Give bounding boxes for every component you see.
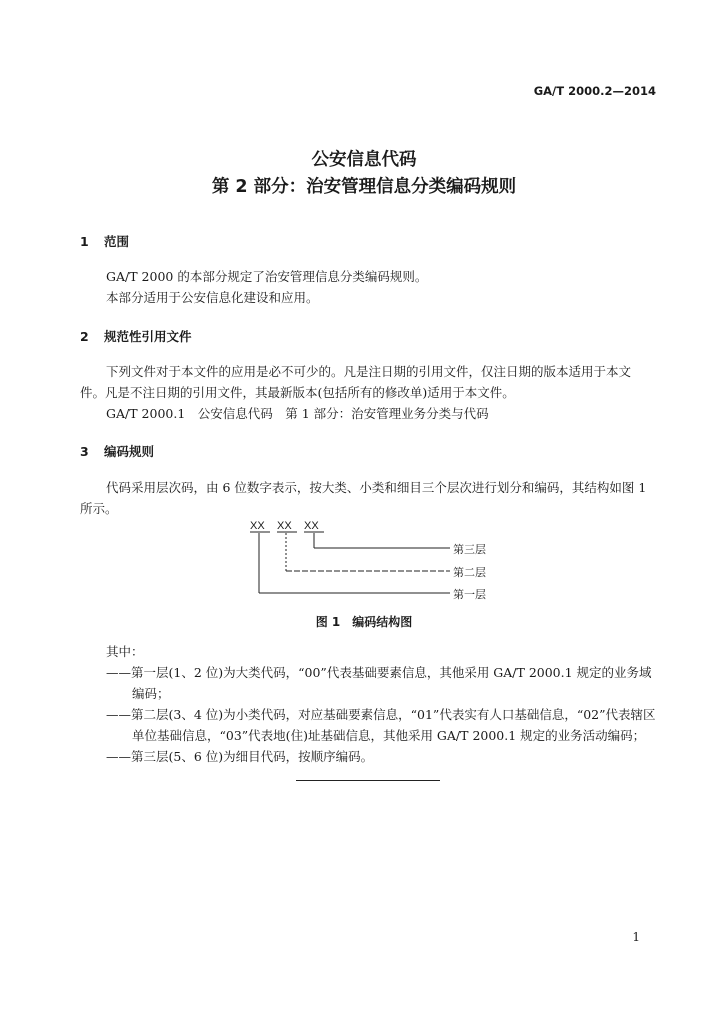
note-item-line: ——第一层(1、2 位)为大类代码，“00”代表基础要素信息，其他采用 GA/T 2000.1 规定的业务域 — [106, 665, 652, 680]
paragraph: 本部分适用于公安信息化建设和应用。 — [106, 290, 319, 305]
paragraph-line: 代码采用层次码，由 6 位数字表示，按大类、小类和细目三个层次进行划分和编码，其结构如图 1 — [106, 480, 647, 495]
level-label-first: 第一层 — [453, 588, 486, 601]
reference-item: GA/T 2000.1 公安信息代码 第 1 部分：治安管理业务分类与代码 — [106, 406, 489, 421]
document-title: 公安信息代码 — [311, 150, 417, 170]
standard-code: GA/T 2000.2—2014 — [533, 84, 656, 98]
section-2-heading — [80, 327, 192, 345]
figure-caption: 图 1 编码结构图 — [315, 615, 413, 629]
section-title: 规范性引用文件 — [104, 329, 192, 344]
section-1-heading — [80, 232, 129, 250]
section-title: 编码规则 — [104, 444, 155, 459]
paragraph-line: 下列文件对于本文件的应用是必不可少的。凡是注日期的引用文件，仅注日期的版本适用于本文 — [106, 364, 632, 379]
level-label-second: 第二层 — [453, 566, 486, 579]
section-number: 2 — [80, 329, 89, 344]
note-item-line: 单位基础信息，“03”代表地(住)址基础信息，其他采用 GA/T 2000.1 规定的业务活动编码； — [132, 728, 646, 743]
notes-intro: 其中： — [106, 644, 144, 659]
code-group-3: XX — [304, 520, 319, 532]
document-subtitle: 第 2 部分：治安管理信息分类编码规则 — [211, 177, 517, 197]
code-group-2: XX — [277, 520, 292, 532]
note-item-line: ——第三层(5、6 位)为细目代码，按顺序编码。 — [106, 749, 374, 764]
section-number: 3 — [80, 444, 89, 459]
page-number: 1 — [632, 930, 640, 944]
note-item-line: 编码； — [132, 686, 170, 701]
note-item-line: ——第二层(3、4 位)为小类代码，对应基础要素信息，“01”代表实有人口基础信息，“02”代表辖区 — [106, 707, 656, 722]
section-title: 范围 — [104, 234, 130, 249]
paragraph-line: 所示。 — [80, 501, 118, 516]
code-group-1: XX — [250, 520, 265, 532]
level-label-third: 第三层 — [453, 543, 486, 556]
paragraph: GA/T 2000 的本部分规定了治安管理信息分类编码规则。 — [106, 269, 428, 284]
paragraph-line: 件。凡是不注日期的引用文件，其最新版本(包括所有的修改单)适用于本文件。 — [80, 385, 515, 400]
section-number: 1 — [80, 234, 89, 249]
end-divider — [296, 780, 440, 781]
section-3-heading — [80, 442, 154, 460]
